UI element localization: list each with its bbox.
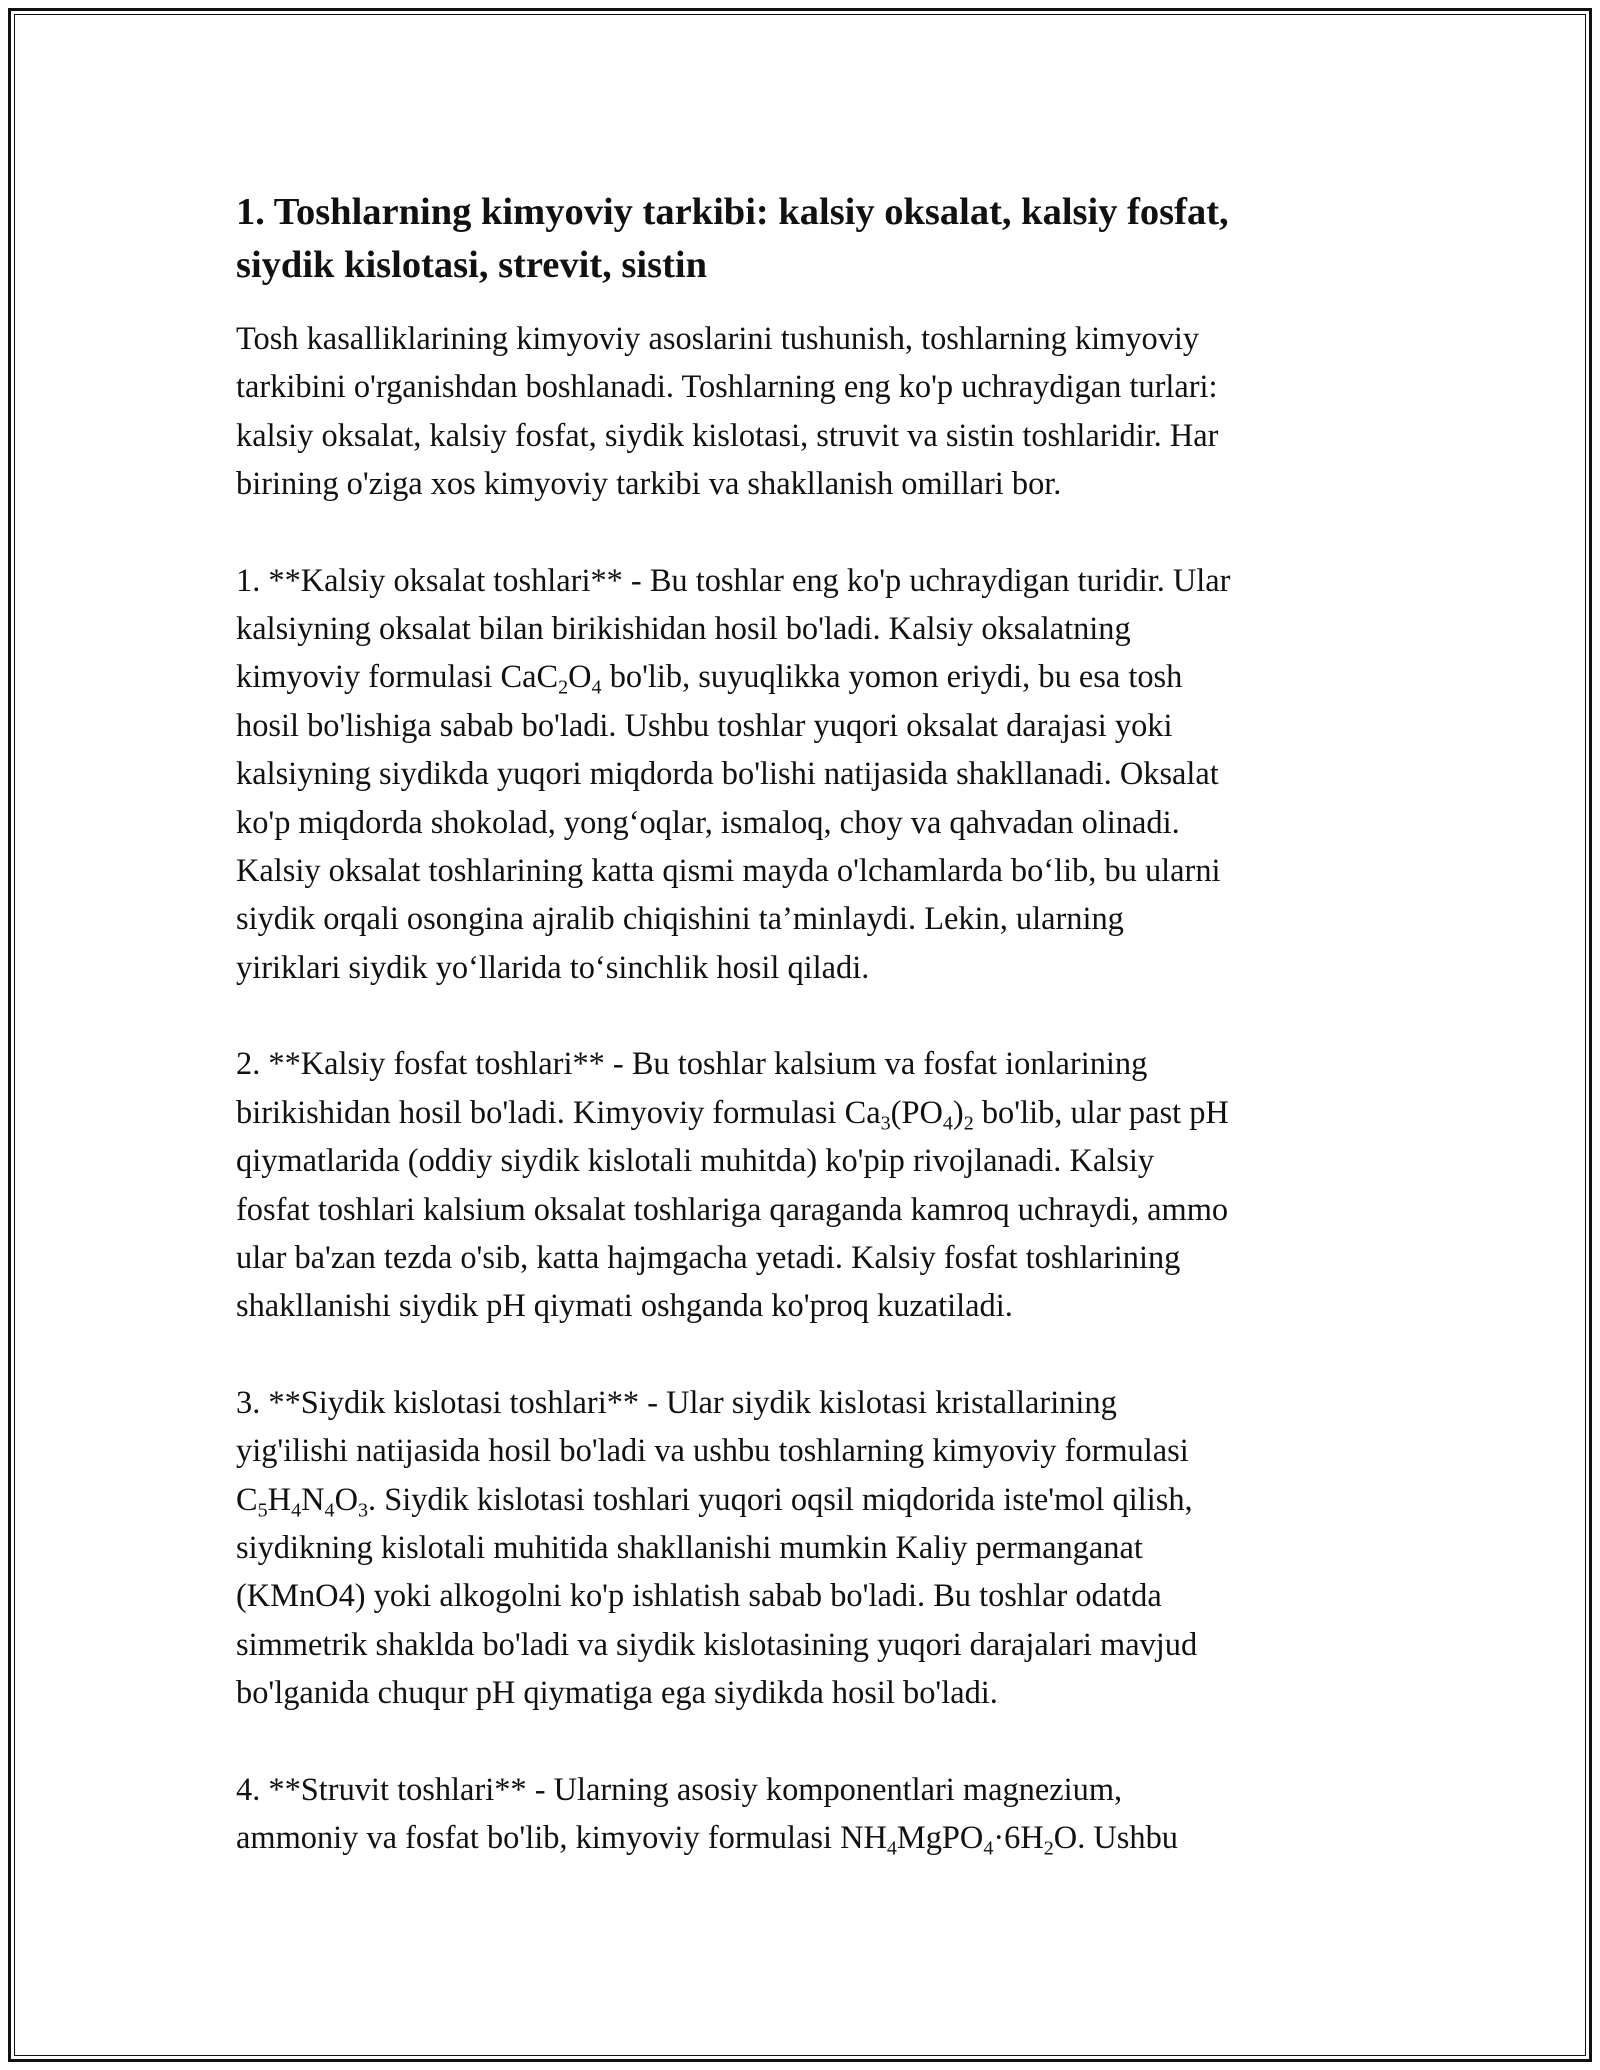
uric-acid-paragraph [236,1379,1368,1718]
formula-line [236,1089,1368,1137]
text-line: shakllanishi siydik pH qiymati oshganda ko'proq kuzatiladi. [236,1288,1013,1325]
text-run: kimyoviy formulasi CaC [236,659,559,696]
text-line: kalsiy oksalat, kalsiy fosfat, siydik kislotasi, struvit va sistin toshlaridir. Har [236,417,1219,454]
text-line: kalsiyning siydikda yuqori miqdorda bo'lishi natijasida shakllanadi. Oksalat [236,756,1219,793]
formula-line [236,1476,1368,1524]
text-line: 3. **Siydik kislotasi toshlari** - Ular siydik kislotasi kristallarining [236,1384,1117,1421]
formula-subscript: 2 [558,676,569,699]
text-line: 4. **Struvit toshlari** - Ularning asosiy komponentlari magnezium, [236,1771,1123,1808]
formula-line [236,1814,1368,1862]
text-line: 2. **Kalsiy fosfat toshlari** - Bu toshlar kalsium va fosfat ionlarining [236,1046,1148,1083]
text-run: H [267,1481,292,1518]
text-run: O [568,659,592,696]
text-run: ) [952,1094,964,1131]
formula-subscript: 4 [591,676,602,699]
intro-paragraph [236,315,1368,509]
text-line: Tosh kasalliklarining kimyoviy asoslarini tushunish, toshlarning kimyoviy [236,321,1200,357]
text-line: tarkibini o'rganishdan boshlanadi. Toshlarning eng ko'p uchraydigan turlari: [236,369,1218,406]
struvite-paragraph [236,1766,1368,1863]
text-line: kalsiyning oksalat bilan birikishidan hosil bo'ladi. Kalsiy oksalatning [236,611,1131,648]
text-line: (KMnO4) yoki alkogolni ko'p ishlatish sabab bo'ladi. Bu toshlar odatda [236,1578,1162,1615]
text-line: fosfat toshlari kalsium oksalat toshlariga qaraganda kamroq uchraydi, ammo [236,1191,1229,1228]
text-line: ko'p miqdorda shokolad, yong‘oqlar, ismaloq, choy va qahvadan olinadi. [236,804,1180,841]
heading-line: 1. Toshlarning kimyoviy tarkibi: kalsiy oksalat, kalsiy fosfat, [236,191,1229,233]
text-run: N [301,1481,325,1518]
text-line: birining o'ziga xos kimyoviy tarkibi va shakllanish omillari bor. [236,466,1062,503]
text-line: yig'ilishi natijasida hosil bo'ladi va ushbu toshlarning kimyoviy formulasi [236,1433,1189,1470]
formula-subscript: 5 [257,1498,268,1521]
text-line: hosil bo'lishiga sabab bo'ladi. Ushbu toshlar yuqori oksalat darajasi yoki [236,707,1173,744]
text-run: bo'lib, ular past pH [973,1094,1229,1131]
text-line: simmetrik shaklda bo'ladi va siydik kislotasining yuqori darajalari mavjud [236,1626,1198,1663]
text-line: Kalsiy oksalat toshlarining katta qismi mayda o'lchamlarda bo‘lib, bu ularni [236,853,1221,890]
formula-subscript: 4 [983,1837,994,1860]
text-run: bo'lib, suyuqlikka yomon eriydi, bu esa tosh [601,659,1183,696]
text-run: ·6H [993,1819,1044,1856]
calcium-oxalate-paragraph [236,557,1368,993]
formula-line [236,653,1368,701]
document-body [236,186,1368,1862]
formula-subscript: 2 [963,1112,974,1135]
text-run: C [236,1481,258,1518]
formula-subscript: 4 [324,1498,335,1521]
text-run: O. Ushbu [1053,1819,1178,1856]
text-line: siydik orqali osongina ajralib chiqishini ta’minlaydi. Lekin, ularning [236,901,1124,938]
formula-subscript: 3 [357,1498,369,1521]
text-run: O [334,1481,358,1518]
text-run: MgPO [896,1819,984,1856]
formula-subscript: 3 [880,1112,891,1135]
formula-subscript: 4 [886,1837,897,1860]
text-line: yiriklari siydik yo‘llarida to‘sinchlik hosil qiladi. [236,949,870,986]
text-line: bo'lganida chuqur pH qiymatiga ega siydikda hosil bo'ladi. [236,1675,998,1712]
text-line: ular ba'zan tezda o'sib, katta hajmgacha yetadi. Kalsiy fosfat toshlarining [236,1239,1181,1276]
section-heading [236,186,1368,292]
formula-subscript: 2 [1043,1837,1054,1860]
text-run: birikishidan hosil bo'ladi. Kimyoviy formulasi Ca [236,1094,881,1131]
text-run: . Siydik kislotasi toshlari yuqori oqsil miqdorida iste'mol qilish, [368,1481,1193,1518]
text-run: (PO [890,1094,943,1131]
formula-subscript: 4 [291,1498,302,1521]
text-line: 1. **Kalsiy oksalat toshlari** - Bu toshlar eng ko'p uchraydigan turidir. Ular [236,562,1231,599]
calcium-phosphate-paragraph [236,1040,1368,1330]
formula-subscript: 4 [942,1112,953,1135]
heading-line: siydik kislotasi, strevit, sistin [236,244,708,286]
text-line: siydikning kislotali muhitida shakllanishi mumkin Kaliy permanganat [236,1529,1143,1566]
text-line: qiymatlarida (oddiy siydik kislotali muhitda) ko'pip rivojlanadi. Kalsiy [236,1143,1155,1180]
text-run: ammoniy va fosfat bo'lib, kimyoviy formulasi NH [236,1819,887,1856]
